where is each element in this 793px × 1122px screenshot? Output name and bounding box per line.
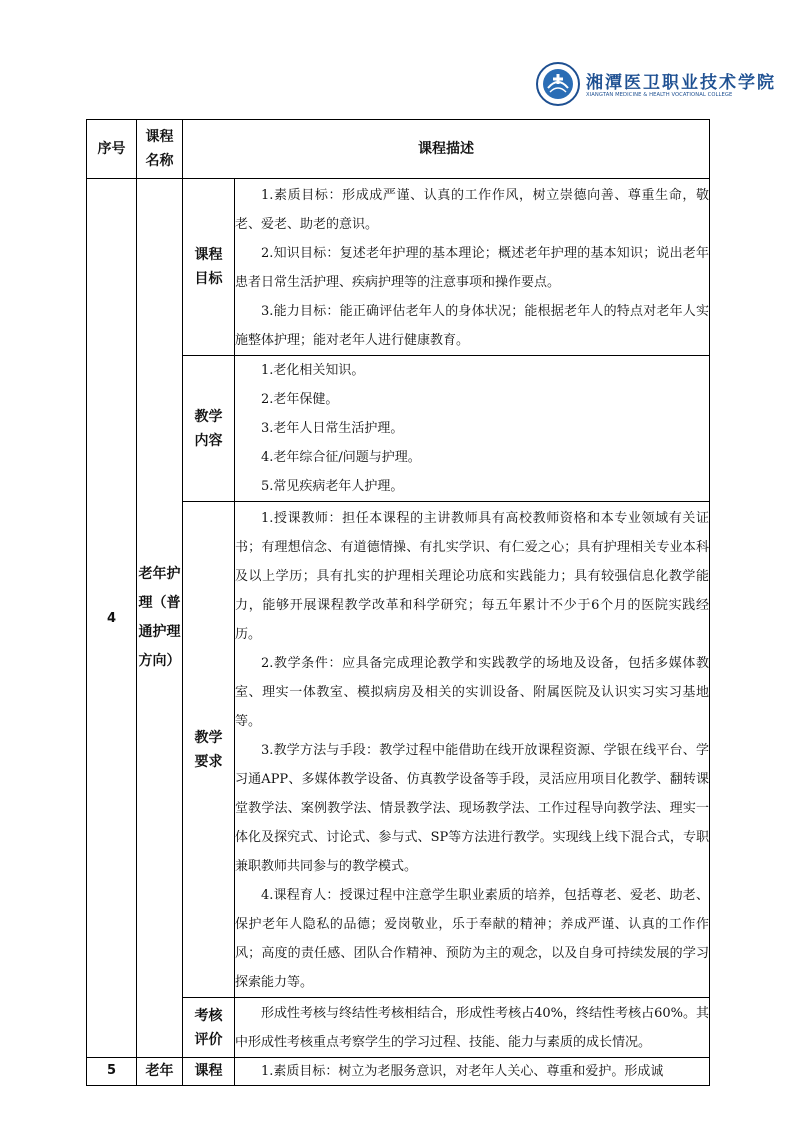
paragraph: 3.能力目标：能正确评估老年人的身体状况；能根据老年人的特点对老年人实施整体护理；能对老年人进行健康教育。 (235, 304, 709, 348)
paragraph: 2.知识目标：复述老年护理的基本理论；概述老年护理的基本知识；说出老年患者日常生活护理、疾病护理等的注意事项和操作要点。 (235, 246, 709, 290)
header-description: 课程描述 (183, 120, 710, 179)
table-row (87, 1058, 710, 1086)
header-number: 序号 (87, 120, 137, 179)
header-course-name: 课程名称 (137, 120, 183, 179)
section-content (235, 998, 710, 1058)
section-label: 教学内容 (183, 356, 235, 502)
section-content (235, 179, 710, 356)
section-content (235, 356, 710, 502)
college-name-cn: 湘潭医卫职业技术学院 (586, 73, 776, 93)
section-content (235, 502, 710, 998)
paragraph: 1.老化相关知识。 (261, 363, 365, 378)
college-seal-icon (536, 62, 580, 106)
table-row (87, 179, 710, 356)
college-name-en: XIANGTAN MEDICINE & HEALTH VOCATIONAL COLLEGE (586, 92, 733, 98)
table-header-row (87, 120, 710, 179)
course-name: 老年 (137, 1058, 183, 1086)
section-label: 课程目标 (183, 179, 235, 356)
college-logo (536, 58, 776, 110)
paragraph: 4.老年综合征/问题与护理。 (261, 450, 421, 465)
section-label: 考核评价 (183, 998, 235, 1058)
section-label: 课程 (183, 1058, 235, 1086)
paragraph: 1.素质目标：形成成严谨、认真的工作作风，树立崇德向善、尊重生命，敬老、爱老、助老的意识。 (235, 188, 709, 232)
paragraph: 4.课程育人：授课过程中注意学生职业素质的培养，包括尊老、爱老、助老、保护老年人隐私的品德；爱岗敬业，乐于奉献的精神；养成严谨、认真的工作作风；高度的责任感、团队合作精神、预防为主的观念，以及自身可持续发展的学习探索能力等。 (235, 888, 709, 990)
row-number: 4 (87, 179, 137, 1058)
section-content (235, 1058, 710, 1086)
paragraph: 2.老年保健。 (261, 392, 339, 407)
course-name: 老年护理（普通护理方向） (137, 179, 183, 1058)
paragraph: 形成性考核与终结性考核相结合，形成性考核占40%，终结性考核占60%。其中形成性考核重点考察学生的学习过程、技能、能力与素质的成长情况。 (235, 1006, 709, 1050)
section-label: 教学要求 (183, 502, 235, 998)
course-table (86, 119, 710, 1086)
paragraph: 5.常见疾病老年人护理。 (261, 479, 404, 494)
paragraph: 1.授课教师：担任本课程的主讲教师具有高校教师资格和本专业领域有关证书；有理想信念、有道德情操、有扎实学识、有仁爱之心；具有护理相关专业本科及以上学历；具有扎实的护理相关理论功底和实践能力；具有较强信息化教学能力，能够开展课程教学改革和科学研究；每五年累计不少于6个月的医院实践经历。 (235, 511, 709, 642)
row-number: 5 (87, 1058, 137, 1086)
paragraph: 1.素质目标：树立为老服务意识，对老年人关心、尊重和爱护。形成诚 (261, 1063, 664, 1079)
paragraph: 2.教学条件：应具备完成理论教学和实践教学的场地及设备，包括多媒体教室、理实一体教室、模拟病房及相关的实训设备、附属医院及认识实习实习基地等。 (235, 656, 709, 729)
paragraph: 3.老年人日常生活护理。 (261, 421, 404, 436)
paragraph: 3.教学方法与手段：教学过程中能借助在线开放课程资源、学银在线平台、学习通APP、多媒体教学设备、仿真教学设备等手段，灵活应用项目化教学、翻转课堂教学法、案例教学法、情景教学法、现场教学法、工作过程导向教学法、理实一体化及探究式、讨论式、参与式、SP等方法进行教学。实现线上线下混合式，专职兼职教师共同参与的教学模式。 (235, 743, 709, 874)
